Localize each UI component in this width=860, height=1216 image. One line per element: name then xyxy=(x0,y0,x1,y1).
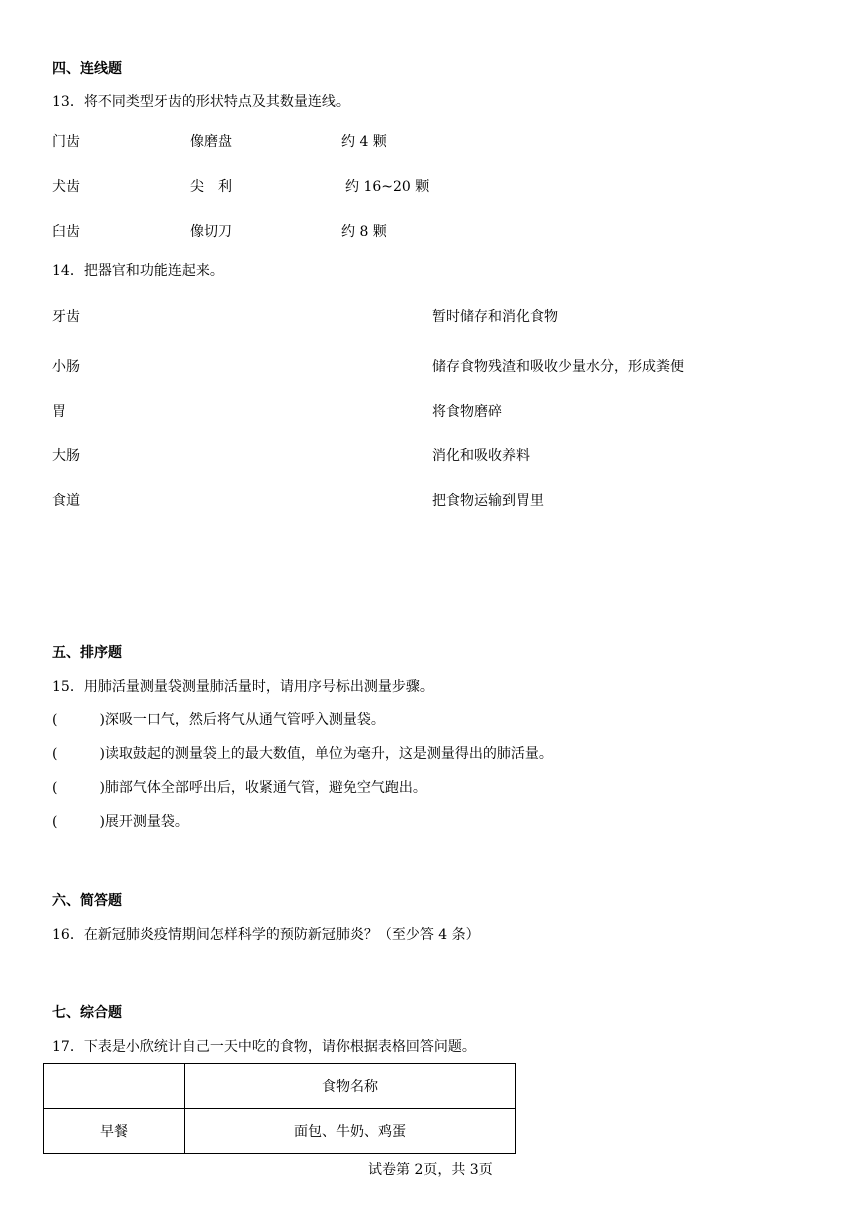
table-header-row xyxy=(44,1064,516,1109)
section-title-ordering: 五、排序题 xyxy=(52,645,122,661)
function-form-feces[interactable]: 储存食物残渣和吸收少量水分，形成粪便 xyxy=(432,359,684,375)
ordering-step-4[interactable]: ( )展开测量袋。 xyxy=(52,814,189,830)
function-store-digest[interactable]: 暂时储存和消化食物 xyxy=(432,309,558,325)
table-cell-foods: 面包、牛奶、鸡蛋 xyxy=(185,1109,516,1154)
tooth-type-canine[interactable]: 犬齿 xyxy=(52,179,80,195)
section-title-matching: 四、连线题 xyxy=(52,61,122,77)
section-title-short-answer: 六、简答题 xyxy=(52,893,122,909)
question-13-prompt: 13．将不同类型牙齿的形状特点及其数量连线。 xyxy=(52,94,350,110)
tooth-shape-millstone[interactable]: 像磨盘 xyxy=(190,134,232,150)
table-row xyxy=(44,1109,516,1154)
food-table xyxy=(43,1063,516,1154)
tooth-type-incisor[interactable]: 门齿 xyxy=(52,134,80,150)
question-16-prompt: 16．在新冠肺炎疫情期间怎样科学的预防新冠肺炎？（至少答 4 条） xyxy=(52,927,480,943)
organ-teeth[interactable]: 牙齿 xyxy=(52,309,80,325)
organ-small-intestine[interactable]: 小肠 xyxy=(52,359,80,375)
table-header-cell xyxy=(44,1064,185,1109)
table-header-cell: 食物名称 xyxy=(185,1064,516,1109)
question-17-prompt: 17．下表是小欣统计自己一天中吃的食物，请你根据表格回答问题。 xyxy=(52,1039,476,1055)
ordering-step-2[interactable]: ( )读取鼓起的测量袋上的最大数值，单位为毫升，这是测量得出的肺活量。 xyxy=(52,746,553,762)
tooth-shape-knife[interactable]: 像切刀 xyxy=(190,224,232,240)
tooth-count-4[interactable]: 约 4 颗 xyxy=(341,134,387,150)
function-grind-food[interactable]: 将食物磨碎 xyxy=(432,404,502,420)
organ-esophagus[interactable]: 食道 xyxy=(52,493,80,509)
organ-stomach[interactable]: 胃 xyxy=(52,404,66,420)
tooth-count-8[interactable]: 约 8 颗 xyxy=(341,224,387,240)
page-footer: 试卷第 2页，共 3页 xyxy=(368,1162,493,1178)
tooth-type-molar[interactable]: 臼齿 xyxy=(52,224,80,240)
ordering-step-1[interactable]: ( )深吸一口气，然后将气从通气管呼入测量袋。 xyxy=(52,712,385,728)
tooth-shape-sharp[interactable]: 尖 利 xyxy=(190,179,232,195)
function-absorb-nutrients[interactable]: 消化和吸收养料 xyxy=(432,448,530,464)
ordering-step-3[interactable]: ( )肺部气体全部呼出后，收紧通气管，避免空气跑出。 xyxy=(52,780,427,796)
function-transport-food[interactable]: 把食物运输到胃里 xyxy=(432,493,544,509)
tooth-count-16-20[interactable]: 约 16~20 颗 xyxy=(345,179,430,195)
question-14-prompt: 14．把器官和功能连起来。 xyxy=(52,263,224,279)
table-cell-meal: 早餐 xyxy=(44,1109,185,1154)
question-15-prompt: 15．用肺活量测量袋测量肺活量时，请用序号标出测量步骤。 xyxy=(52,679,434,695)
organ-large-intestine[interactable]: 大肠 xyxy=(52,448,80,464)
section-title-comprehensive: 七、综合题 xyxy=(52,1005,122,1021)
